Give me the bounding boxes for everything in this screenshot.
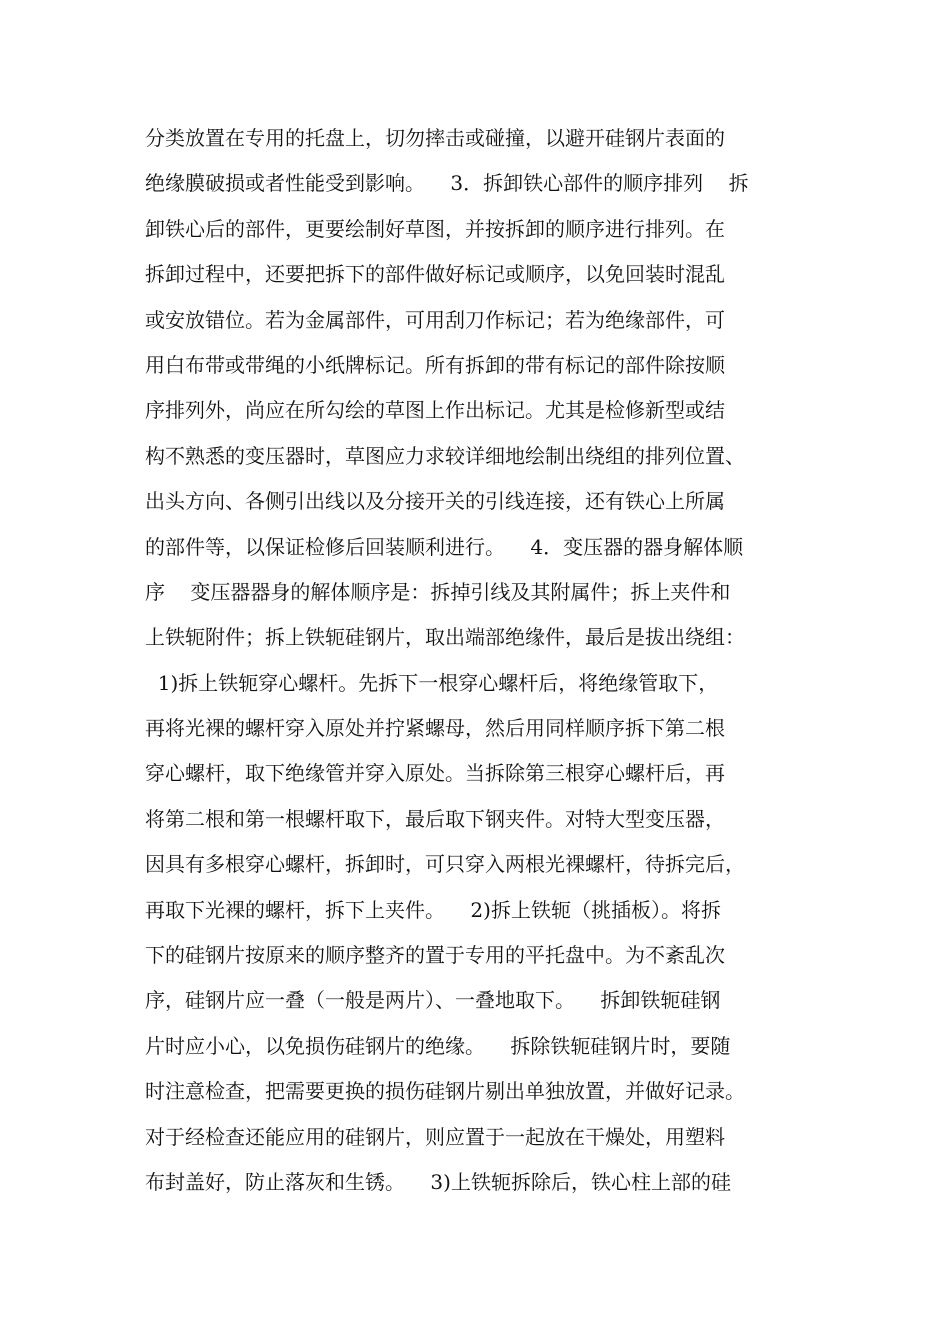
text-line: 下的硅钢片按原来的顺序整齐的置于专用的平托盘中。为不紊乱次	[145, 943, 725, 968]
text-line: 布封盖好，防止落灰和生锈。 3)上铁轭拆除后，铁心柱上部的硅	[145, 1169, 731, 1194]
text-line: 1)拆上铁轭穿心螺杆。先拆下一根穿心螺杆后，将绝缘管取下，	[145, 670, 719, 695]
text-line: 因具有多根穿心螺杆，拆卸时，可只穿入两根光裸螺杆，待拆完后，	[145, 852, 745, 877]
text-line: 拆卸过程中，还要把拆下的部件做好标记或顺序，以免回装时混乱	[145, 262, 725, 287]
text-line: 卸铁心后的部件，更要绘制好草图，并按拆卸的顺序进行排列。在	[145, 216, 725, 241]
text-line: 将第二根和第一根螺杆取下，最后取下钢夹件。对特大型变压器，	[145, 806, 725, 831]
text-line: 的部件等，以保证检修后回装顺利进行。 4．变压器的器身解体顺	[145, 534, 744, 559]
text-line: 构不熟悉的变压器时，草图应力求较详细地绘制出绕组的排列位置、	[145, 443, 745, 468]
text-line: 绝缘膜破损或者性能受到影响。 3．拆卸铁心部件的顺序排列 拆	[145, 171, 749, 196]
text-line: 序 变压器器身的解体顺序是：拆掉引线及其附属件；拆上夹件和	[145, 579, 731, 604]
text-line: 用白布带或带绳的小纸牌标记。所有拆卸的带有标记的部件除按顺	[145, 352, 725, 377]
text-line: 再将光裸的螺杆穿入原处并拧紧螺母，然后用同样顺序拆下第二根	[145, 716, 725, 741]
body-text	[145, 116, 845, 1205]
text-line: 出头方向、各侧引出线以及分接开关的引线连接，还有铁心上所属	[145, 489, 725, 514]
text-line: 上铁轭附件；拆上铁轭硅钢片，取出端部绝缘件，最后是拔出绕组：	[145, 625, 745, 650]
text-line: 序排列外，尚应在所勾绘的草图上作出标记。尤其是检修新型或结	[145, 398, 725, 423]
text-line: 片时应小心，以免损伤硅钢片的绝缘。 拆除铁轭硅钢片时，要随	[145, 1033, 731, 1058]
text-line: 再取下光裸的螺杆，拆下上夹件。 2)拆上铁轭（挑插板）。将拆	[145, 897, 721, 922]
text-line: 时注意检查，把需要更换的损伤硅钢片剔出单独放置，并做好记录。	[145, 1079, 745, 1104]
text-line: 穿心螺杆，取下绝缘管并穿入原处。当拆除第三根穿心螺杆后，再	[145, 761, 725, 786]
text-line: 对于经检查还能应用的硅钢片，则应置于一起放在干燥处，用塑料	[145, 1124, 725, 1149]
text-line: 序，硅钢片应一叠（一般是两片）、一叠地取下。 拆卸铁轭硅钢	[145, 988, 721, 1013]
text-line: 分类放置在专用的托盘上，切勿摔击或碰撞，以避开硅钢片表面的	[145, 126, 725, 150]
text-line: 或安放错位。若为金属部件，可用刮刀作标记；若为绝缘部件，可	[145, 307, 725, 332]
